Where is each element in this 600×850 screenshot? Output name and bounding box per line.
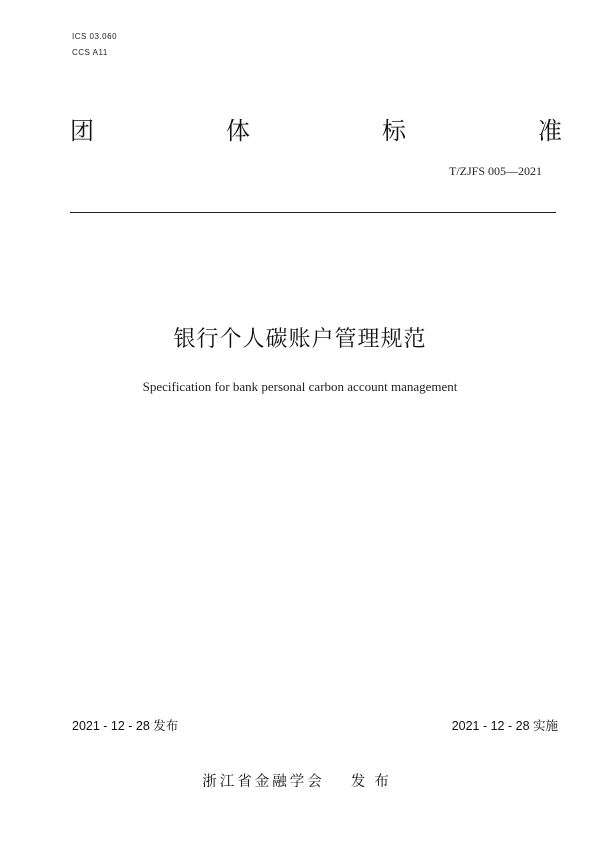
doc-type-char: 准 [538, 117, 562, 145]
publish-date: 2021 - 12 - 28 发布 [72, 719, 179, 733]
classification-codes [72, 29, 117, 61]
document-type-heading [70, 114, 562, 148]
standard-number: T/ZJFS 005—2021 [448, 164, 542, 178]
ccs-code: CCS A11 [72, 48, 108, 57]
publisher-action: 发布 [350, 774, 398, 790]
header-divider [70, 212, 556, 213]
ics-code: ICS 03.060 [72, 32, 118, 41]
implementation-date: 2021 - 12 - 28 实施 [451, 719, 558, 733]
doc-type-char: 标 [382, 117, 406, 145]
doc-type-char: 团 [70, 117, 94, 145]
title-chinese: 银行个人碳账户管理规范 [173, 327, 427, 352]
title-english: Specification for bank personal carbon account management [142, 379, 458, 394]
publisher-name: 浙江省金融学会 [202, 774, 325, 790]
doc-type-char: 体 [226, 117, 250, 145]
publisher-line [0, 770, 600, 794]
